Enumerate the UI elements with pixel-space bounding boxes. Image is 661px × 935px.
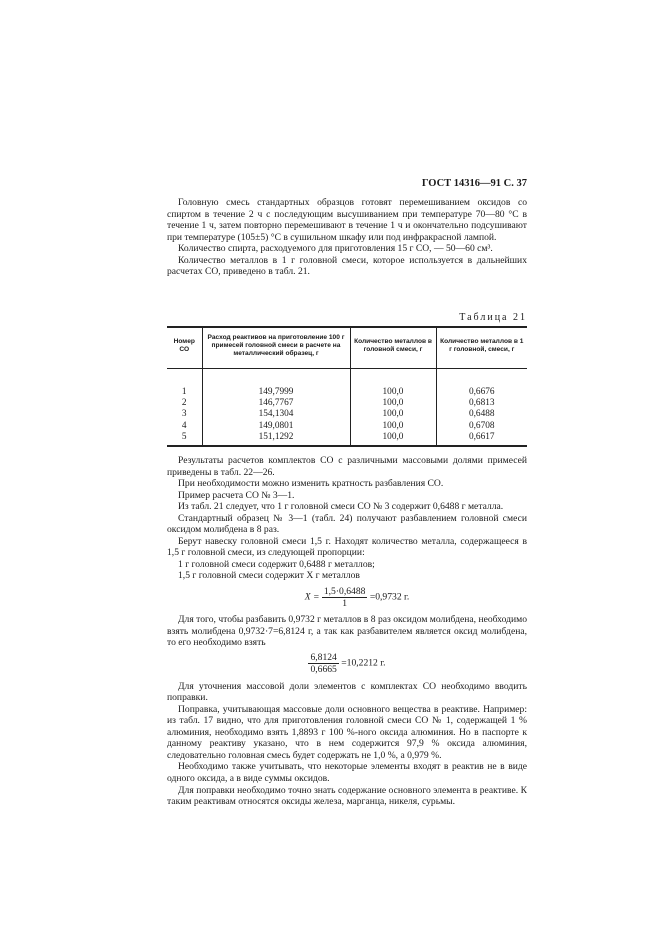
table-cell: 100,0 — [350, 421, 436, 432]
paragraph: 1 г головной смеси содержит 0,6488 г металлов; — [178, 558, 375, 570]
table-cell: 0,6813 — [436, 398, 527, 409]
page-header: ГОСТ 14316—91 С. 37 — [421, 178, 527, 189]
table-caption: Таблица 21 — [459, 312, 527, 323]
table-cell: 0,6617 — [436, 432, 527, 446]
table-cell: 5 — [167, 432, 202, 446]
table-row — [167, 409, 527, 420]
table-cell: 100,0 — [350, 369, 436, 399]
table-cell: 1 — [181, 387, 187, 397]
paragraph: 1,5 г головной смеси содержит X г металлов — [178, 570, 360, 582]
table-cell: 149,7999 — [202, 369, 350, 399]
paragraph: Поправка, учитывающая массовые доли основного вещества в реактиве. Например: из табл. 17 видно, что для приготовления головной смеси СО № 1, содержащей 1 % алюминия, необходимо взять 1,8893 г 100 %-ного оксида алюминия. Но в паспорте к данному реактиву указано, что в нем содержится 97,9 % оксида алюминия, следовательно головная смесь будет содержать не 1,0 %, а 0,979 %. — [167, 703, 527, 761]
paragraph: Пример расчета СО № 3—1. — [178, 489, 295, 501]
table-cell: 2 — [181, 398, 187, 409]
table-cell: 100,0 — [350, 398, 436, 409]
paragraph: При необходимости можно изменить кратность разбавления СО. — [178, 478, 444, 490]
column-header: Номер СО — [167, 327, 202, 369]
paragraph: Количество спирта, расходуемого для приготовления 15 г СО, — 50—60 см³. — [178, 243, 493, 255]
paragraph: Для поправки необходимо точно знать содержание основного элемента в реактиве. К таким реактивам относятся оксиды железа, марганца, никеля, сурьмы. — [167, 784, 527, 808]
intro-text — [167, 197, 527, 278]
paragraph: Головную смесь стандартных образцов готовят перемешиванием оксидов со спиртом в течение 2 ч с последующим высушиванием при температуре 70—80 °С в течение 1 ч, затем повторно перемешивают в течение 1 ч и окончательно подсушивают при температуре (105±5) °С в сушильном шкафу или под инфракрасной лампой. — [167, 197, 527, 243]
table-cell: 4 — [181, 420, 187, 431]
paragraph: Берут навеску головной смеси 1,5 г. Находят количество металла, содержащееся в 1,5 г головной смеси, из следующей пропорции: — [167, 535, 527, 559]
column-header: Количество металлов в 1 г головной, смеси, г — [436, 327, 527, 369]
table-cell: 3 — [181, 409, 187, 420]
formula-x: X = $\frac{1,5\cdot 0,6488}{1}$ =0,9732 г. — [304, 586, 410, 610]
table-header-row — [167, 327, 527, 369]
table-cell: 100,0 — [350, 432, 436, 446]
formula-molybdenum: $\frac{6,8124}{0,6665}$ =10,2212 г. — [310, 651, 386, 675]
paragraph: Количество металлов в 1 г головной смеси, которое используется в дальнейших расчетах СО, приведено в табл. 21. — [167, 254, 527, 278]
table-21 — [167, 326, 527, 447]
table-cell: 0,6708 — [436, 421, 527, 432]
paragraph: Из табл. 21 следует, что 1 г головной смеси СО № 3 содержит 0,6488 г металла. — [178, 501, 504, 513]
table-cell: 149,0801 — [202, 421, 350, 432]
paragraph: Стандартный образец № 3—1 (табл. 24) получают разбавлением головной смеси оксидом молибдена в 8 раз. — [167, 512, 527, 536]
table-cell: 100,0 — [350, 409, 436, 420]
paragraph: Необходимо также учитывать, что некоторые элементы входят в реактив не в виде одного оксида, а в виде суммы оксидов. — [167, 761, 527, 785]
table-row — [167, 398, 527, 409]
table-cell: 0,6488 — [436, 409, 527, 420]
column-header: Количество металлов в головной смеси, г — [350, 327, 436, 369]
paragraph: Результаты расчетов комплектов СО с различными массовыми долями примесей приведены в табл. 22—26. — [167, 455, 527, 478]
table-cell: 146,7767 — [202, 398, 350, 409]
table-row — [167, 369, 527, 399]
paragraph: Для того, чтобы разбавить 0,9732 г металлов в 8 раз оксидом молибдена, необходимо взять молибдена 0,9732·7=6,8124 г, а так как разбавителем является оксид молибдена, то его необходимо взять — [167, 614, 527, 649]
paragraph: Для уточнения массовой доли элементов с комплектах СО необходимо вводить поправки. — [167, 680, 527, 704]
table-cell: 154,1304 — [202, 409, 350, 420]
table-cell: 0,6676 — [436, 369, 527, 399]
table-cell: 151,1292 — [202, 432, 350, 446]
table-row — [167, 432, 527, 446]
table-row — [167, 421, 527, 432]
column-header: Расход реактивов на приготовление 100 г примесей головной смеси в расчете на металлический образец, г — [202, 327, 350, 369]
body-text — [167, 455, 527, 808]
